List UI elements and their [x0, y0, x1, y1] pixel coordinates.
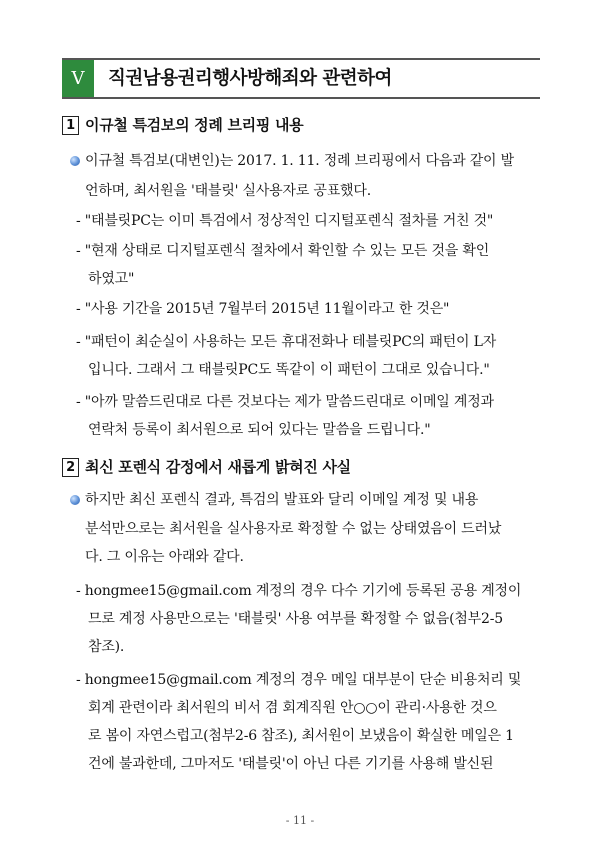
quote-5-line-1: - "아까 말씀드린대로 다른 것보다는 제가 말씀드린대로 이메일 계정과 — [76, 394, 494, 410]
section-1-bullet-line-1: 이규철 특검보(대변인)는 2017. 1. 11. 정례 브리핑에서 다음과 같이 발 — [85, 153, 514, 169]
item-1-line-3: 참조). — [88, 639, 125, 655]
quote-1: - "태블릿PC는 이미 특검에서 정상적인 디지털포렌식 절차를 거친 것" — [76, 213, 494, 229]
section-2-heading — [62, 456, 351, 477]
quote-2-line-1: - "현재 상태로 디지털포렌식 절차에서 확인할 수 있는 모든 것을 확인 — [76, 243, 490, 259]
section-2-title: 최신 포렌식 감정에서 새롭게 밝혀진 사실 — [85, 458, 351, 476]
section-2-bullet-line-1: 하지만 최신 포렌식 결과, 특검의 발표와 달리 이메일 계정 및 내용 — [85, 492, 479, 508]
quote-2-line-2: 하였고" — [88, 271, 135, 287]
item-2-line-2: 회계 관련이라 최서원의 비서 겸 회계직원 안○○이 관리·사용한 것으 — [88, 700, 497, 716]
quote-5-line-2: 연락처 등록이 최서원으로 되어 있다는 말씀을 드립니다." — [88, 422, 431, 438]
quote-3: - "사용 기간을 2015년 7월부터 2015년 11월이라고 한 것은" — [76, 301, 450, 317]
item-1-line-1: - hongmee15@gmail.com 계정의 경우 다수 기기에 등록된 공용 계정이 — [76, 583, 522, 599]
page-number: - 11 - — [285, 814, 315, 827]
item-1-line-2: 므로 계정 사용만으로는 '태블릿' 사용 여부를 확정할 수 없음(첨부2-5 — [88, 611, 503, 627]
bullet-icon — [70, 156, 80, 166]
chapter-heading — [62, 58, 540, 99]
chapter-title: 직권남용권리행사방해죄와 관련하여 — [108, 68, 392, 89]
item-2-line-4: 건에 불과한데, 그마저도 '태블릿'이 아닌 다른 기기를 사용해 발신된 — [88, 756, 494, 772]
section-2-bullet-line-3: 다. 그 이유는 아래와 같다. — [85, 549, 244, 565]
item-2-line-1: - hongmee15@gmail.com 계정의 경우 메일 대부분이 단순 비용처리 및 — [76, 672, 522, 688]
bullet-icon — [70, 495, 80, 505]
section-1-bullet-line-2: 언하며, 최서원을 '태블릿' 실사용자로 공표했다. — [85, 183, 371, 199]
section-1-title: 이규철 특검보의 정례 브리핑 내용 — [85, 116, 304, 134]
item-2-line-3: 로 봄이 자연스럽고(첨부2-6 참조), 최서원이 보냈음이 확실한 메일은 1 — [88, 728, 514, 744]
section-2-number: 2 — [62, 458, 79, 477]
quote-4-line-1: - "패턴이 최순실이 사용하는 모든 휴대전화나 테블릿PC의 패턴이 L자 — [76, 334, 497, 350]
section-1-heading — [62, 114, 303, 135]
section-1-number: 1 — [62, 116, 79, 135]
quote-4-line-2: 입니다. 그래서 그 태블릿PC도 똑같이 이 패턴이 그대로 있습니다." — [88, 362, 490, 378]
section-2-bullet-line-2: 분석만으로는 최서원을 실사용자로 확정할 수 없는 상태였음이 드러났 — [85, 521, 502, 537]
chapter-number: Ⅴ — [62, 60, 94, 97]
